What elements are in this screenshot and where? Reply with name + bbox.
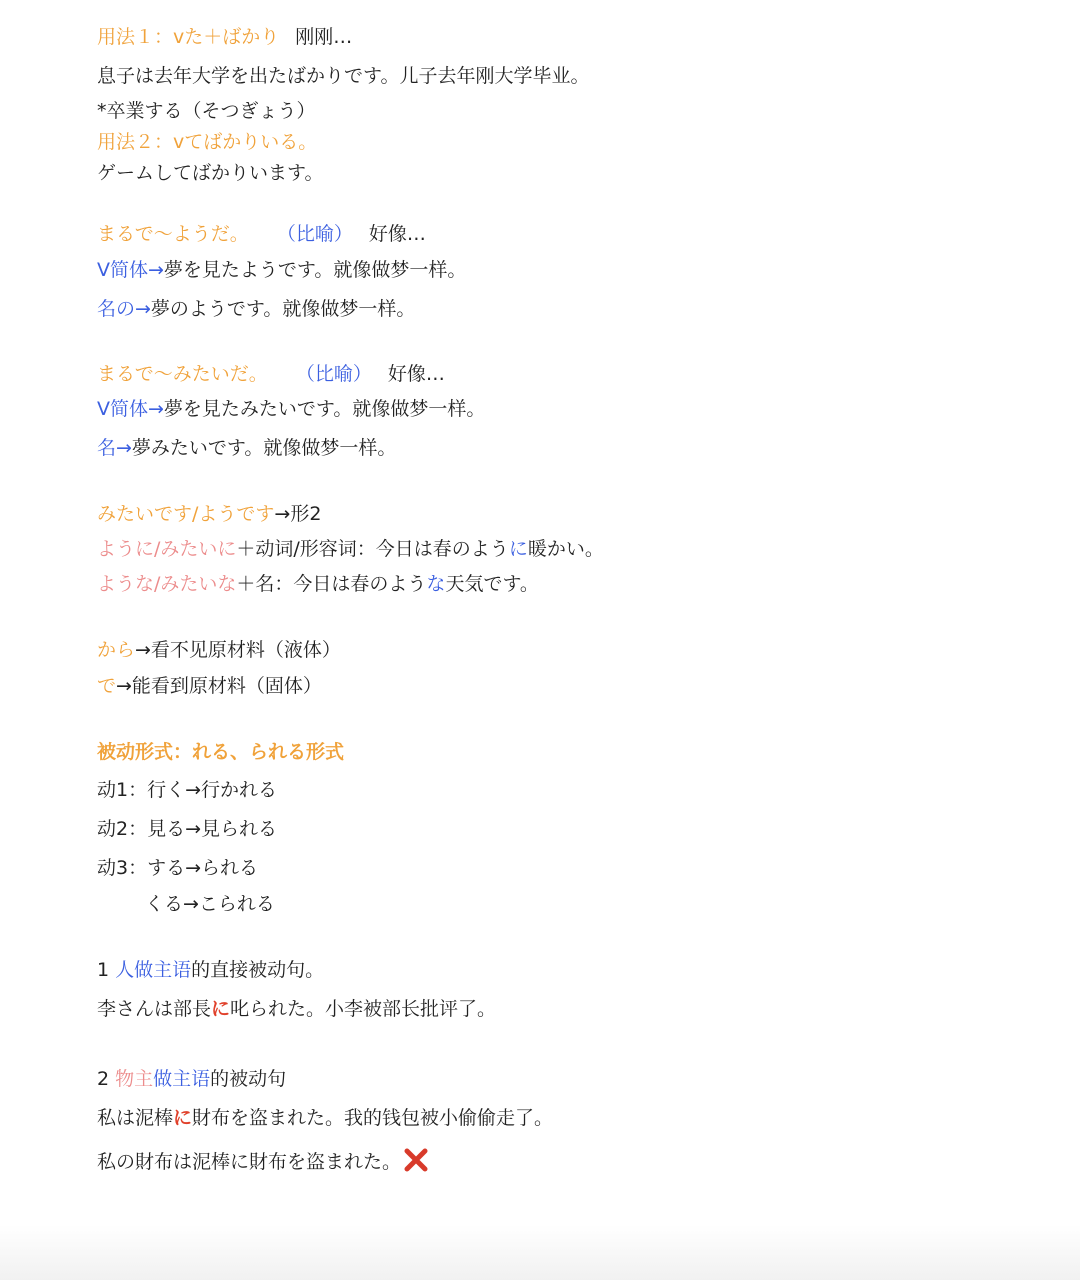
object-example-1	[97, 1106, 553, 1130]
object-example-2	[97, 1147, 429, 1174]
object-subject-a: 物主	[115, 1068, 154, 1090]
kara-text: →看不见原材料（液体）	[135, 639, 341, 661]
youda-heading	[97, 222, 426, 246]
forms-line-1	[97, 502, 321, 526]
youda-example-1	[97, 258, 466, 282]
youda-ex2-text: 夢のようです。就像做梦一样。	[150, 298, 416, 320]
kara-label: から	[97, 639, 136, 661]
youda-ex2-prefix: 名の→	[97, 298, 151, 320]
usage1-heading	[97, 25, 352, 49]
mitaida-ex1-prefix: V简体→	[97, 398, 164, 420]
direct-subject: 人做主语	[115, 959, 192, 981]
de-label: で	[97, 675, 117, 697]
forms-l3-d: 天気です。	[445, 573, 539, 595]
youda-example-2	[97, 297, 415, 321]
youda-tag: （比喻）	[276, 223, 353, 245]
mitaida-title: まるで〜みたいだ。	[97, 363, 268, 385]
forms-l2-c: に	[508, 538, 528, 560]
forms-l2-a: ように/みたいに	[97, 538, 237, 560]
usage1-example-text: 息子は去年大学を出たばかりです。儿子去年刚大学毕业。	[97, 65, 590, 87]
mitaida-ex2-text: 夢みたいです。就像做梦一样。	[131, 437, 397, 459]
usage1-note	[97, 99, 316, 123]
forms-l2-b: ＋动词/形容词：今日は春のよう	[236, 538, 509, 560]
mitaida-tag: （比喻）	[295, 363, 372, 385]
usage1-example	[97, 64, 589, 88]
passive-v1	[97, 778, 277, 802]
direct-ex-a: 李さんは部長	[97, 998, 212, 1020]
forms-line-2	[97, 537, 604, 561]
passive-v2	[97, 817, 277, 841]
object-num: 2	[97, 1068, 116, 1090]
direct-suffix: 的直接被动句。	[191, 959, 325, 981]
usage1-meaning: 刚刚…	[295, 26, 353, 48]
mitaida-example-2	[97, 436, 396, 460]
passive-heading	[97, 740, 344, 764]
passive-v2-text: 动2：見る→見られる	[97, 818, 278, 840]
forms-l1-a: みたいです/ようです	[97, 503, 275, 525]
usage2-example-text: ゲームしてばかりいます。	[97, 162, 324, 184]
mitaida-ex1-text: 夢を見たみたいです。就像做梦一样。	[163, 398, 486, 420]
usage2-heading	[97, 130, 317, 154]
forms-l3-b: ＋名：今日は春のよう	[236, 573, 427, 595]
direct-num: 1	[97, 959, 116, 981]
object-ex1-c: 財布を盗まれた。我的钱包被小偷偷走了。	[192, 1107, 554, 1129]
usage2-label: 用法２：vてばかりいる。	[97, 131, 318, 153]
object-subject-b: 做主语	[153, 1068, 211, 1090]
mitaida-meaning: 好像…	[387, 363, 445, 385]
mitaida-ex2-prefix: 名→	[97, 437, 132, 459]
object-suffix: 的被动句	[210, 1068, 287, 1090]
de-line	[97, 674, 322, 698]
object-ex2-text: 私の財布は泥棒に財布を盗まれた。	[97, 1151, 402, 1173]
youda-ex1-text: 夢を見たようです。就像做梦一样。	[163, 259, 467, 281]
usage1-note-text: *卒業する（そつぎょう）	[97, 100, 316, 122]
cross-mark-icon	[403, 1147, 429, 1173]
passive-v3b	[145, 892, 275, 916]
de-text: →能看到原材料（固体）	[116, 675, 322, 697]
passive-v3-text: 动3：する→られる	[97, 857, 259, 879]
direct-ex-b: に	[211, 998, 231, 1020]
youda-title: まるで〜ようだ。	[97, 223, 249, 245]
kara-line	[97, 638, 341, 662]
usage2-example	[97, 161, 323, 185]
forms-l1-b: →形2	[274, 503, 322, 525]
mitaida-example-1	[97, 397, 485, 421]
passive-v3b-text: くる→こられる	[145, 893, 275, 915]
object-heading	[97, 1067, 286, 1091]
object-ex1-a: 私は泥棒	[97, 1107, 174, 1129]
direct-heading	[97, 958, 324, 982]
youda-ex1-prefix: V简体→	[97, 259, 164, 281]
forms-l2-d: 暖かい。	[527, 538, 604, 560]
passive-v3	[97, 856, 258, 880]
mitaida-heading	[97, 362, 445, 386]
passive-v1-text: 动1：行く→行かれる	[97, 779, 278, 801]
forms-l3-a: ような/みたいな	[97, 573, 237, 595]
direct-example	[97, 997, 496, 1021]
forms-l3-c: な	[426, 573, 446, 595]
youda-meaning: 好像…	[368, 223, 426, 245]
passive-title: 被动形式：れる、られる形式	[97, 741, 345, 763]
forms-line-3	[97, 572, 539, 596]
usage1-label: 用法１：vた＋ばかり	[97, 26, 280, 48]
direct-ex-c: 叱られた。小李被部长批评了。	[230, 998, 497, 1020]
object-ex1-b: に	[173, 1107, 193, 1129]
